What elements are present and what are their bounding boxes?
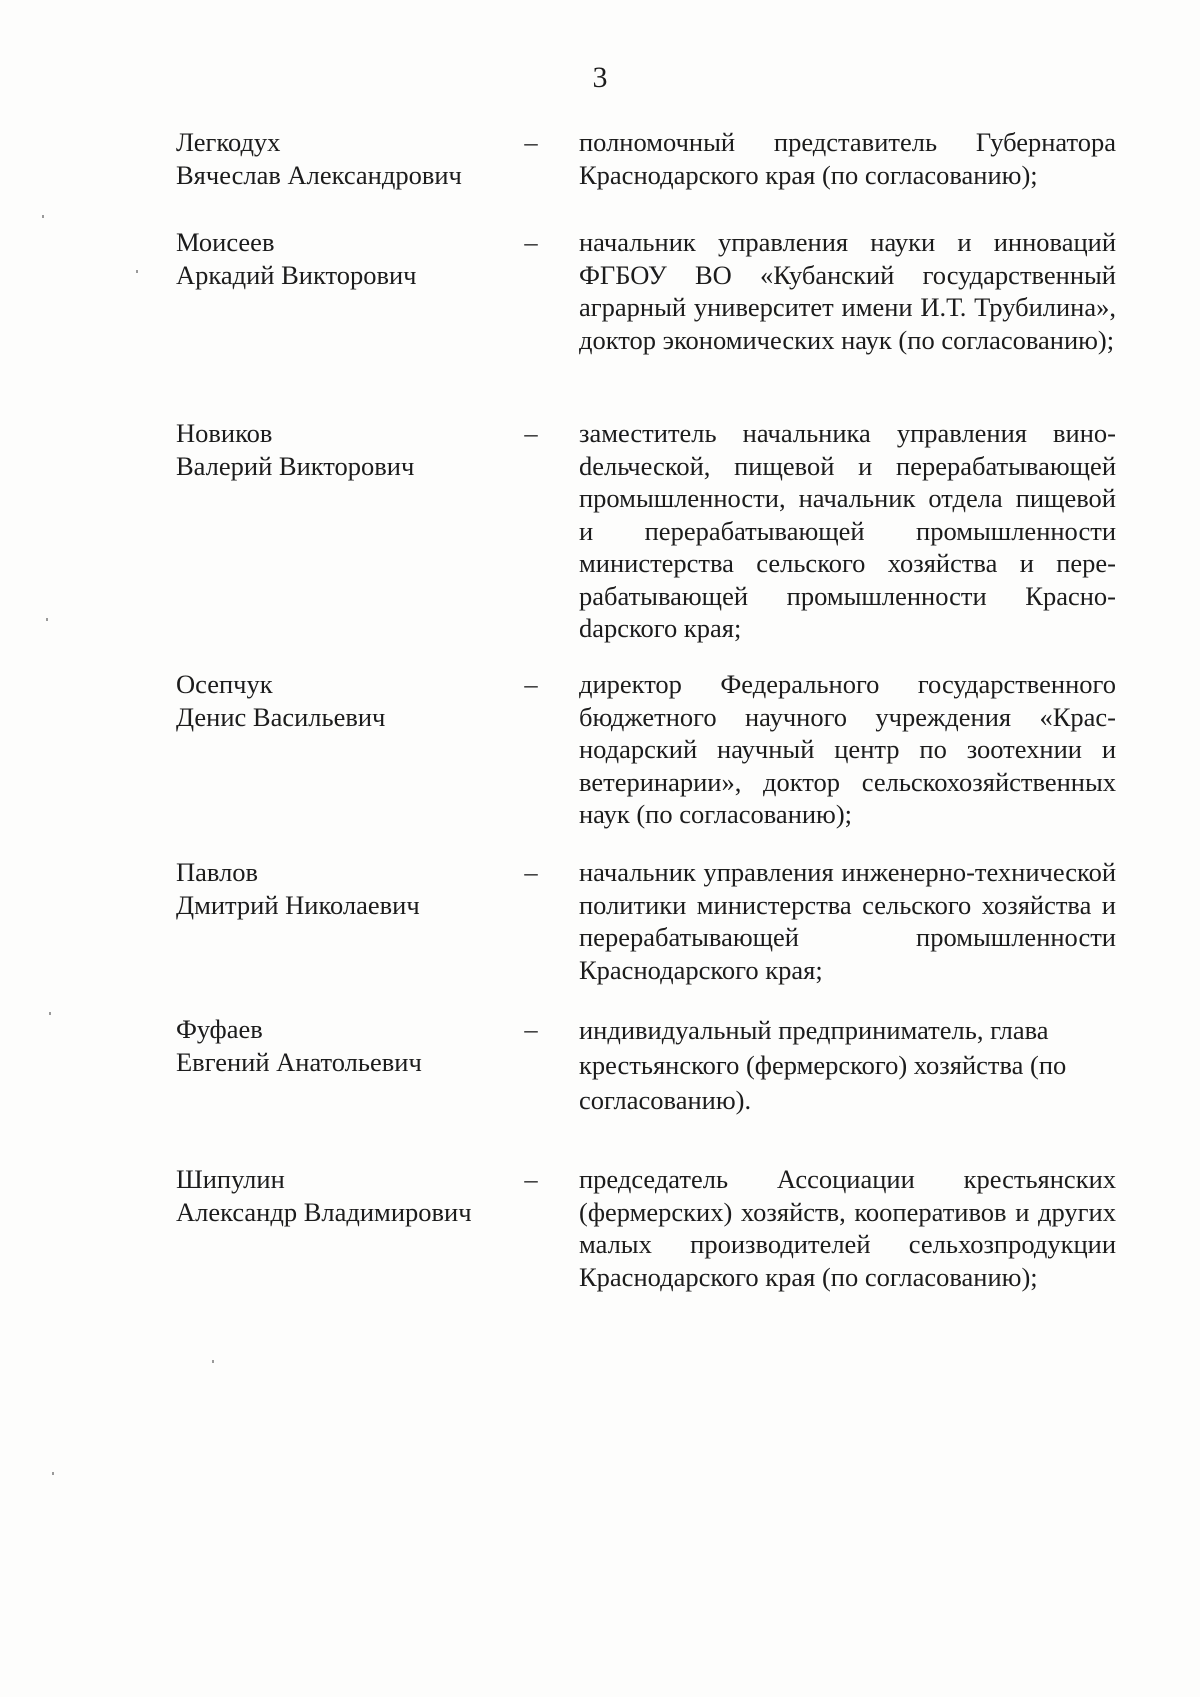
scan-speck (49, 1012, 51, 1015)
page-number: 3 (592, 61, 608, 94)
member-given-names: Аркадий Викторович (176, 259, 417, 290)
member-surname: Моисеев (176, 227, 275, 257)
member-name (176, 856, 506, 921)
member-surname: Новиков (176, 418, 273, 448)
member-given-names: Валерий Викторович (176, 450, 415, 481)
dash-separator: – (524, 418, 538, 448)
scan-speck (212, 1360, 214, 1363)
member-surname: Осепчук (176, 669, 273, 699)
member-position: индивидуальный предприниматель, глава крестьянского (фермерского) хозяйства (по согласованию). (579, 1015, 1067, 1115)
member-name (176, 1163, 506, 1228)
member-position: председатель Ассоциации крестьянских (фермерских) хозяйств, кооперативов и других малых производителей сельхозпродукции Краснодарского края (по согласованию); (579, 1164, 1116, 1292)
member-given-names: Александр Владимирович (176, 1196, 472, 1227)
member-position: полномочный представитель Губернатора Краснодарского края (по согласованию); (579, 127, 1116, 190)
member-given-names: Вячеслав Александрович (176, 159, 462, 190)
member-position: заместитель начальника управления виноdельческой, пищевой и перерабатывающей промышленности, начальник отдела пищевой и перерабатывающей промышленности министерства сельского хозяйства и перерабатывающей промышленности Красноdарского края; (579, 418, 1116, 643)
scan-speck (46, 618, 48, 621)
member-name (176, 417, 506, 482)
member-name (176, 668, 506, 733)
member-given-names: Евгений Анатольевич (176, 1046, 422, 1077)
member-position: начальник управления науки и инноваций ФГБОУ ВО «Кубанский государственный аграрный университет имени И.Т. Трубилина», доктор экономических наук (по согласованию); (579, 227, 1116, 355)
scan-speck (136, 270, 138, 273)
member-surname: Шипулин (176, 1164, 285, 1194)
scan-speck (52, 1472, 54, 1475)
scan-speck (42, 215, 44, 218)
member-position: начальник управления инженерно-технической политики министерства сельского хозяйства и перерабатывающей промышленности Краснодарского края; (579, 857, 1116, 985)
member-given-names: Денис Васильевич (176, 701, 386, 732)
dash-separator: – (524, 857, 538, 887)
member-surname: Легкодух (176, 127, 281, 157)
member-surname: Фуфаев (176, 1014, 263, 1044)
dash-separator: – (524, 1164, 538, 1194)
member-position: директор Федерального государственного бюджетного научного учреждения «Краснодарский научный центр по зоотехнии и ветеринарии», доктор сельскохозяйственных наук (по согласованию); (579, 669, 1116, 829)
member-name (176, 1013, 506, 1078)
dash-separator: – (524, 669, 538, 699)
member-given-names: Дмитрий Николаевич (176, 889, 420, 920)
dash-separator: – (524, 227, 538, 257)
dash-separator: – (524, 1014, 538, 1044)
member-name (176, 226, 506, 291)
member-name (176, 126, 506, 191)
member-surname: Павлов (176, 857, 259, 887)
dash-separator: – (524, 127, 538, 157)
